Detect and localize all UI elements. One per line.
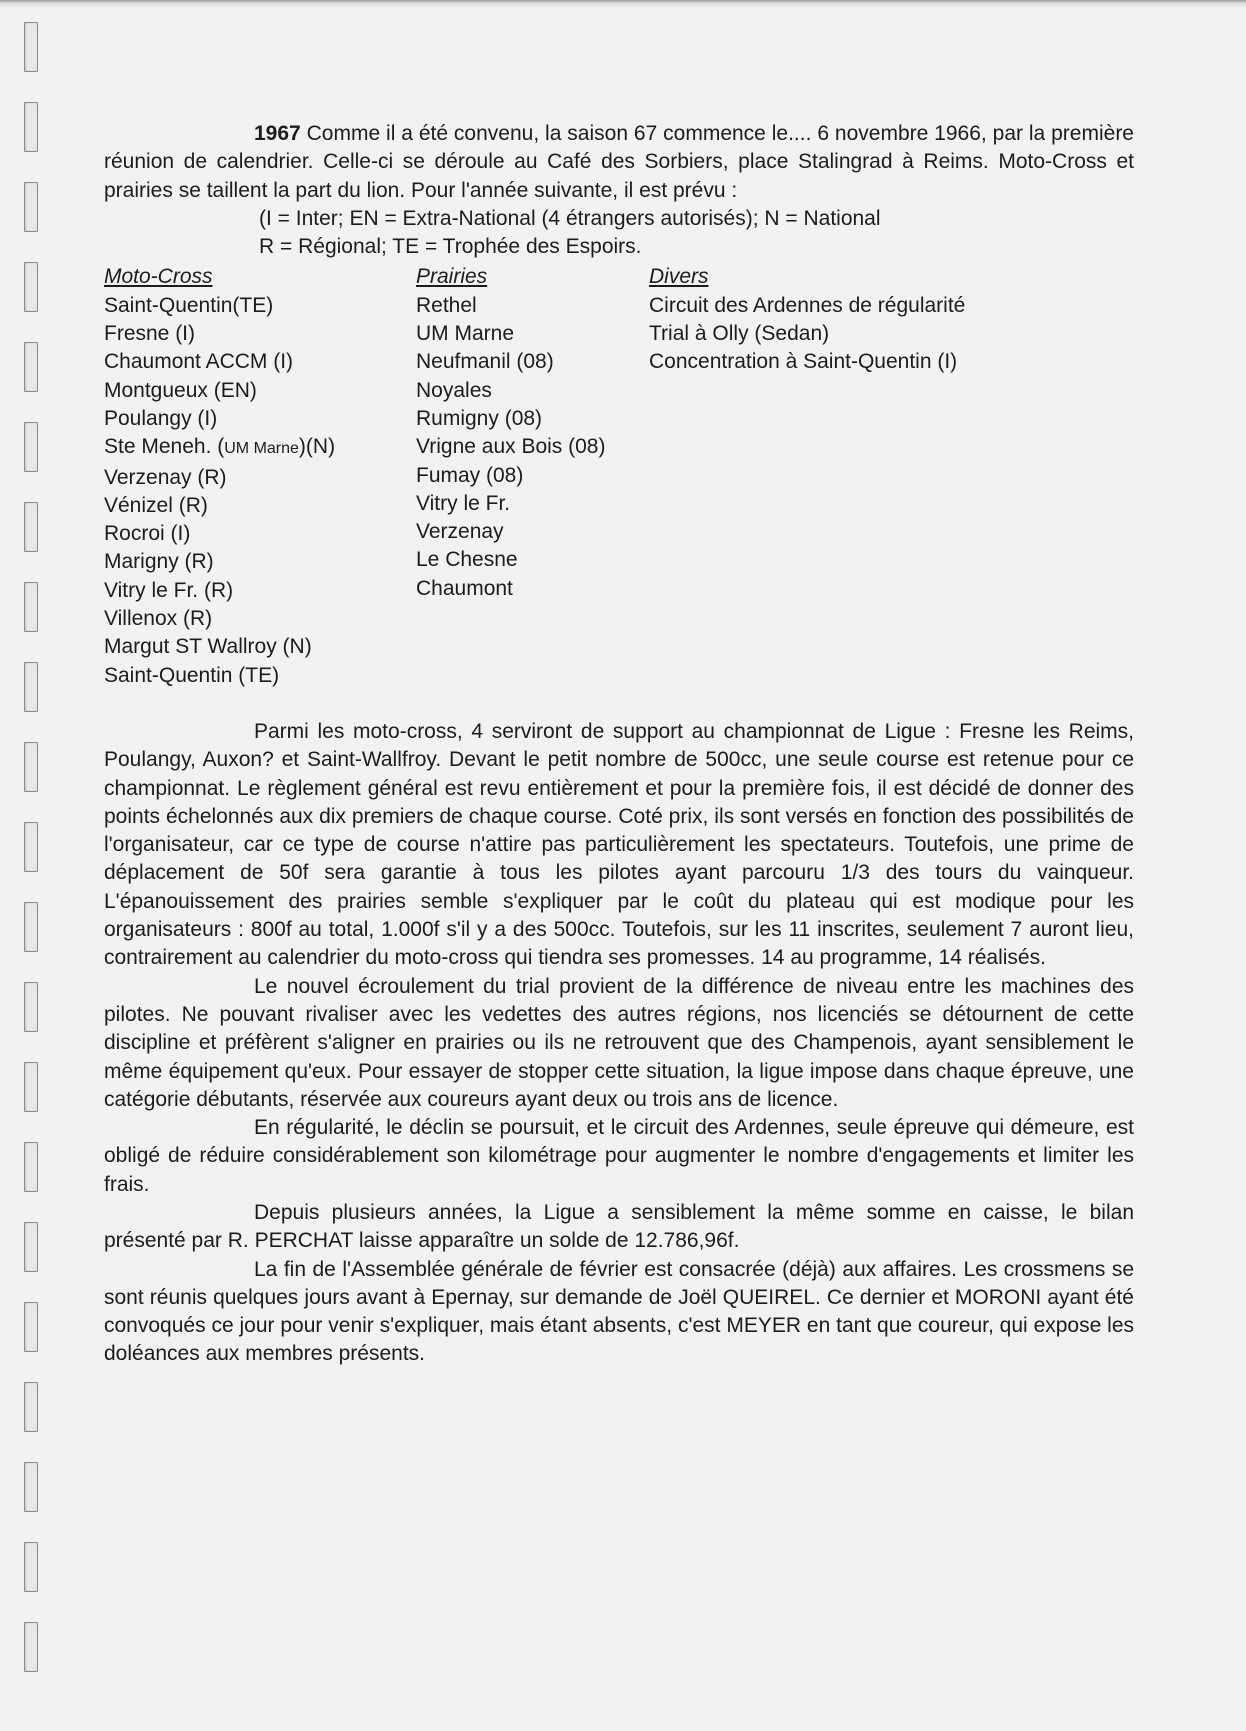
list-item-ste-meneh — [104, 433, 416, 463]
list-item: Marigny (R) — [104, 550, 214, 574]
punch-hole — [24, 582, 38, 632]
list-item: Circuit des Ardennes de régularité — [649, 293, 966, 317]
punch-hole — [24, 1462, 38, 1512]
punch-hole — [24, 502, 38, 552]
list-item: Vénizel (R) — [104, 493, 208, 517]
punch-hole — [24, 1622, 38, 1672]
list-item: Verzenay — [416, 520, 504, 544]
punch-hole — [24, 822, 38, 872]
ste-meneh-suffix: )(N) — [298, 435, 336, 459]
punch-hole — [24, 182, 38, 232]
list-item: Vitry le Fr. (R) — [104, 578, 234, 602]
paragraph-assemblee: La fin de l'Assemblée générale de février est consacrée (déjà) aux affaires. Les crossmens se sont réunis quelques jours avant à Epernay, sur demande de Joël QUEIREL. Ce dernier et MORONI ayant été convoqués ce jour pour venir s'expliquer, mais étant absents, c'est MEYER en tant que coureur, qui expose les doléances aux membres présents. — [104, 1257, 1134, 1366]
punch-hole — [24, 1542, 38, 1592]
paragraph-regularite: En régularité, le déclin se poursuit, et le circuit des Ardennes, seule épreuve qui démeure, est obligé de réduire considérablement son kilométrage pour augmenter le nombre d'engagements et limiter les frais. — [104, 1116, 1134, 1196]
list-item: Villenox (R) — [104, 607, 213, 631]
punch-hole — [24, 742, 38, 792]
list-item: Trial à Olly (Sedan) — [649, 322, 830, 346]
event-columns — [104, 263, 1134, 689]
list-item: Vrigne aux Bois (08) — [416, 435, 606, 459]
punch-hole — [24, 1222, 38, 1272]
list-item: Rocroi (I) — [104, 522, 191, 546]
list-item: Fumay (08) — [416, 463, 524, 487]
ste-meneh-prefix: Ste Meneh. ( — [104, 435, 225, 459]
list-item: Chaumont — [416, 576, 513, 600]
punch-hole — [24, 342, 38, 392]
paragraph-championnat: Parmi les moto-cross, 4 serviront de support au championnat de Ligue : Fresne les Reims, Poulangy, Auxon? et Saint-Wallfroy. Devant le petit nombre de 500cc, une seule course est retenue pour ce championnat. Le règlement général est revu entièrement et pour la première fois, il est décidé de donner des points échelonnés aux dix premiers de chaque course. Coté prix, ils sont versés en fonction des possibilités de l'organisateur, car ce type de course n'attire pas particulièrement les spectateurs. Toutefois, une prime de déplacement de 50f sera garantie à tous les pilotes ayant parcouru 1/3 des tours du vainqueur. L'épanouissement des prairies semble s'expliquer par le coût du plateau qui est modique pour les organisateurs : 800f au total, 1.000f s'il y a des 500cc. Toutefois, sur les 11 inscrites, seulement 7 auront lieu, contrairement au calendrier du moto-cross qui tiendra ses promesses. 14 au programme, 14 réalisés. — [104, 719, 1134, 970]
punch-hole — [24, 22, 38, 72]
list-item: Poulangy (I) — [104, 406, 218, 430]
list-item: Rethel — [416, 293, 477, 317]
list-item: Neufmanil (08) — [416, 350, 554, 374]
list-item: UM Marne — [416, 322, 515, 346]
list-item: Vitry le Fr. — [416, 491, 511, 515]
divers-column — [649, 263, 1129, 689]
punch-hole — [24, 102, 38, 152]
list-item: Margut ST Wallroy (N) — [104, 635, 312, 659]
list-item: Chaumont ACCM (I) — [104, 350, 294, 374]
punch-hole — [24, 902, 38, 952]
prairies-heading: Prairies — [416, 265, 488, 289]
list-item: Rumigny (08) — [416, 406, 543, 430]
punch-hole — [24, 422, 38, 472]
punch-hole — [24, 662, 38, 712]
list-item: Concentration à Saint-Quentin (I) — [649, 350, 958, 374]
list-item: Saint-Quentin (TE) — [104, 663, 280, 687]
body-paragraphs — [104, 718, 1134, 1369]
list-item: Saint-Quentin(TE) — [104, 293, 274, 317]
punch-hole — [24, 1062, 38, 1112]
punch-hole — [24, 982, 38, 1032]
motocross-heading: Moto-Cross — [104, 265, 213, 289]
prairies-column — [416, 263, 649, 689]
punch-hole — [24, 1302, 38, 1352]
list-item: Fresne (I) — [104, 322, 196, 346]
list-item: Noyales — [416, 378, 492, 402]
list-item: Verzenay (R) — [104, 465, 227, 489]
punch-hole — [24, 1382, 38, 1432]
year-heading: 1967 — [254, 122, 301, 145]
list-item: Le Chesne — [416, 548, 518, 572]
paragraph-trial: Le nouvel écroulement du trial provient de la différence de niveau entre les machines des pilotes. Ne pouvant rivaliser avec les vedettes des autres régions, nos licenciés se détournent de cette discipline et préfèrent s'aligner en prairies ou ils ne retrouvent que des Champenois, ayant sensiblement le même équipement qu'eux. Pour essayer de stopper cette situation, la ligue impose dans chaque épreuve, une catégorie débutants, réservée aux coureurs ayant deux ou trois ans de licence. — [104, 974, 1134, 1111]
ste-meneh-club: UM Marne — [224, 440, 299, 458]
binder-holes — [12, 0, 42, 1731]
legend-line-2: R = Régional; TE = Trophée des Espoirs. — [259, 235, 642, 259]
divers-heading: Divers — [649, 265, 709, 289]
punch-hole — [24, 262, 38, 312]
paragraph-bilan: Depuis plusieurs années, la Ligue a sensiblement la même somme en caisse, le bilan présenté par R. PERCHAT laisse apparaître un solde de 12.786,96f. — [104, 1200, 1134, 1253]
page-top-edge — [0, 0, 1246, 8]
legend-line-1: (I = Inter; EN = Extra-National (4 étrangers autorisés); N = National — [259, 206, 881, 230]
list-item: Montgueux (EN) — [104, 378, 257, 402]
motocross-column — [104, 263, 416, 689]
punch-hole — [24, 1142, 38, 1192]
intro-text: Comme il a été convenu, la saison 67 commence le.... 6 novembre 1966, par la première réunion de calendrier. Celle-ci se déroule au Café des Sorbiers, place Stalingrad à Reims. Moto-Cross et prairies se taillent la part du lion. Pour l'année suivante, il est prévu : — [104, 122, 1134, 202]
document-body — [104, 120, 1134, 1369]
intro-paragraph — [104, 120, 1134, 205]
